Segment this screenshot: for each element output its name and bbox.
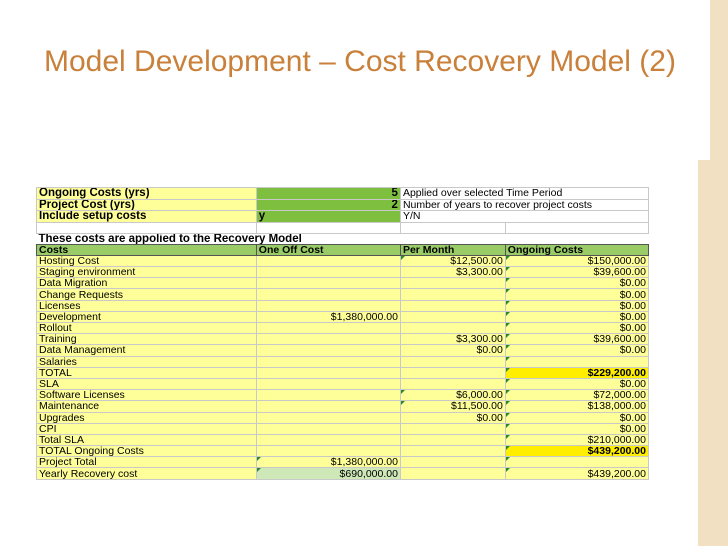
ongoing-cell[interactable]: $210,000.00 xyxy=(505,434,648,445)
per-month-cell[interactable] xyxy=(400,423,505,434)
ongoing-cell[interactable]: $39,600.00 xyxy=(505,267,648,278)
param-label: Include setup costs xyxy=(37,211,257,223)
ongoing-cell[interactable]: $39,600.00 xyxy=(505,334,648,345)
cost-name-cell[interactable]: TOTAL Ongoing Costs xyxy=(37,446,257,457)
header-one-off: One Off Cost xyxy=(256,244,400,255)
ongoing-cell[interactable]: $0.00 xyxy=(505,278,648,289)
per-month-cell[interactable] xyxy=(400,468,505,479)
one-off-cell[interactable] xyxy=(256,334,400,345)
cost-name-cell[interactable]: Salaries xyxy=(37,356,257,367)
table-row xyxy=(37,356,649,367)
cost-recovery-table xyxy=(36,187,649,480)
table-row xyxy=(37,457,649,468)
cost-name-cell[interactable]: Upgrades xyxy=(37,412,257,423)
per-month-cell[interactable] xyxy=(400,457,505,468)
per-month-cell[interactable] xyxy=(400,378,505,389)
header-ongoing: Ongoing Costs xyxy=(505,244,648,255)
per-month-cell[interactable]: $0.00 xyxy=(400,412,505,423)
ongoing-cell[interactable]: $0.00 xyxy=(505,423,648,434)
param-note: Y/N xyxy=(400,211,648,223)
per-month-cell[interactable] xyxy=(400,356,505,367)
ongoing-cell[interactable]: $439,200.00 xyxy=(505,446,648,457)
per-month-cell[interactable] xyxy=(400,323,505,334)
cost-name-cell[interactable]: Hosting Cost xyxy=(37,255,257,266)
table-row xyxy=(37,334,649,345)
one-off-cell[interactable] xyxy=(256,401,400,412)
cost-name-cell[interactable]: Software Licenses xyxy=(37,390,257,401)
ongoing-cell[interactable]: $0.00 xyxy=(505,378,648,389)
param-row-project-years xyxy=(37,199,649,211)
per-month-cell[interactable] xyxy=(400,367,505,378)
cost-name-cell[interactable]: Total SLA xyxy=(37,434,257,445)
one-off-cell[interactable] xyxy=(256,278,400,289)
banner-row xyxy=(37,233,649,244)
ongoing-cell[interactable]: $0.00 xyxy=(505,300,648,311)
cost-name-cell[interactable]: Development xyxy=(37,311,257,322)
per-month-cell[interactable] xyxy=(400,446,505,457)
table-row xyxy=(37,412,649,423)
table-row xyxy=(37,255,649,266)
header-costs: Costs xyxy=(37,244,257,255)
per-month-cell[interactable]: $0.00 xyxy=(400,345,505,356)
one-off-cell[interactable] xyxy=(256,446,400,457)
cost-name-cell[interactable]: Licenses xyxy=(37,300,257,311)
one-off-cell[interactable] xyxy=(256,378,400,389)
table-row xyxy=(37,468,649,479)
one-off-cell[interactable]: $690,000.00 xyxy=(256,468,400,479)
per-month-cell[interactable]: $3,300.00 xyxy=(400,267,505,278)
ongoing-cell[interactable]: $138,000.00 xyxy=(505,401,648,412)
per-month-cell[interactable]: $6,000.00 xyxy=(400,390,505,401)
table-row xyxy=(37,446,649,457)
cost-name-cell[interactable]: Training xyxy=(37,334,257,345)
ongoing-cell[interactable]: $0.00 xyxy=(505,311,648,322)
one-off-cell[interactable] xyxy=(256,367,400,378)
spacer-row xyxy=(37,222,649,233)
one-off-cell[interactable] xyxy=(256,434,400,445)
one-off-cell[interactable] xyxy=(256,255,400,266)
cost-name-cell[interactable]: Project Total xyxy=(37,457,257,468)
cost-name-cell[interactable]: Yearly Recovery cost xyxy=(37,468,257,479)
param-value[interactable]: 2 xyxy=(256,199,400,211)
ongoing-cell[interactable]: $229,200.00 xyxy=(505,367,648,378)
one-off-cell[interactable] xyxy=(256,289,400,300)
per-month-cell[interactable]: $11,500.00 xyxy=(400,401,505,412)
slide-title: Model Development – Cost Recovery Model (2) xyxy=(44,45,676,78)
header-per-month: Per Month xyxy=(400,244,505,255)
one-off-cell[interactable] xyxy=(256,390,400,401)
table-row xyxy=(37,267,649,278)
ongoing-cell[interactable]: $72,000.00 xyxy=(505,390,648,401)
cost-name-cell[interactable]: Maintenance xyxy=(37,401,257,412)
spreadsheet xyxy=(36,187,649,480)
one-off-cell[interactable]: $1,380,000.00 xyxy=(256,457,400,468)
one-off-cell[interactable] xyxy=(256,356,400,367)
cost-rows xyxy=(37,255,649,479)
param-note: Number of years to recover project costs xyxy=(400,199,648,211)
ongoing-cell[interactable]: $0.00 xyxy=(505,323,648,334)
per-month-cell[interactable]: $12,500.00 xyxy=(400,255,505,266)
table-row xyxy=(37,323,649,334)
cost-name-cell[interactable]: Staging environment xyxy=(37,267,257,278)
ongoing-cell[interactable]: $150,000.00 xyxy=(505,255,648,266)
table-row xyxy=(37,311,649,322)
table-row xyxy=(37,423,649,434)
ongoing-cell[interactable] xyxy=(505,457,648,468)
cost-name-cell[interactable]: SLA xyxy=(37,378,257,389)
banner-text: These costs are appolied to the Recovery Model xyxy=(37,233,401,244)
one-off-cell[interactable]: $1,380,000.00 xyxy=(256,311,400,322)
per-month-cell[interactable] xyxy=(400,289,505,300)
table-row xyxy=(37,345,649,356)
cost-name-cell[interactable]: Change Requests xyxy=(37,289,257,300)
param-row-ongoing-years xyxy=(37,188,649,200)
ongoing-cell[interactable]: $0.00 xyxy=(505,345,648,356)
decorative-corner-curve xyxy=(550,0,710,160)
one-off-cell[interactable] xyxy=(256,267,400,278)
per-month-cell[interactable]: $3,300.00 xyxy=(400,334,505,345)
ongoing-cell[interactable]: $0.00 xyxy=(505,412,648,423)
cost-name-cell[interactable]: Data Management xyxy=(37,345,257,356)
one-off-cell[interactable] xyxy=(256,345,400,356)
per-month-cell[interactable] xyxy=(400,311,505,322)
ongoing-cell[interactable]: $0.00 xyxy=(505,289,648,300)
table-row xyxy=(37,300,649,311)
cost-name-cell[interactable]: Data Migration xyxy=(37,278,257,289)
per-month-cell[interactable] xyxy=(400,434,505,445)
table-row xyxy=(37,367,649,378)
header-row xyxy=(37,244,649,255)
param-row-setup-costs xyxy=(37,211,649,223)
table-row xyxy=(37,378,649,389)
one-off-cell[interactable] xyxy=(256,300,400,311)
per-month-cell[interactable] xyxy=(400,300,505,311)
param-label: Ongoing Costs (yrs) xyxy=(37,188,257,200)
table-row xyxy=(37,289,649,300)
cost-name-cell[interactable]: TOTAL xyxy=(37,367,257,378)
ongoing-cell[interactable]: $439,200.00 xyxy=(505,468,648,479)
param-value[interactable]: 5 xyxy=(256,188,400,200)
per-month-cell[interactable] xyxy=(400,278,505,289)
param-label: Project Cost (yrs) xyxy=(37,199,257,211)
table-row xyxy=(37,278,649,289)
table-row xyxy=(37,434,649,445)
one-off-cell[interactable] xyxy=(256,323,400,334)
one-off-cell[interactable] xyxy=(256,423,400,434)
one-off-cell[interactable] xyxy=(256,412,400,423)
cost-name-cell[interactable]: Rollout xyxy=(37,323,257,334)
table-row xyxy=(37,401,649,412)
ongoing-cell[interactable] xyxy=(505,356,648,367)
cost-name-cell[interactable]: CPI xyxy=(37,423,257,434)
param-note: Applied over selected Time Period xyxy=(400,188,648,200)
param-value[interactable]: y xyxy=(256,211,400,223)
table-row xyxy=(37,390,649,401)
